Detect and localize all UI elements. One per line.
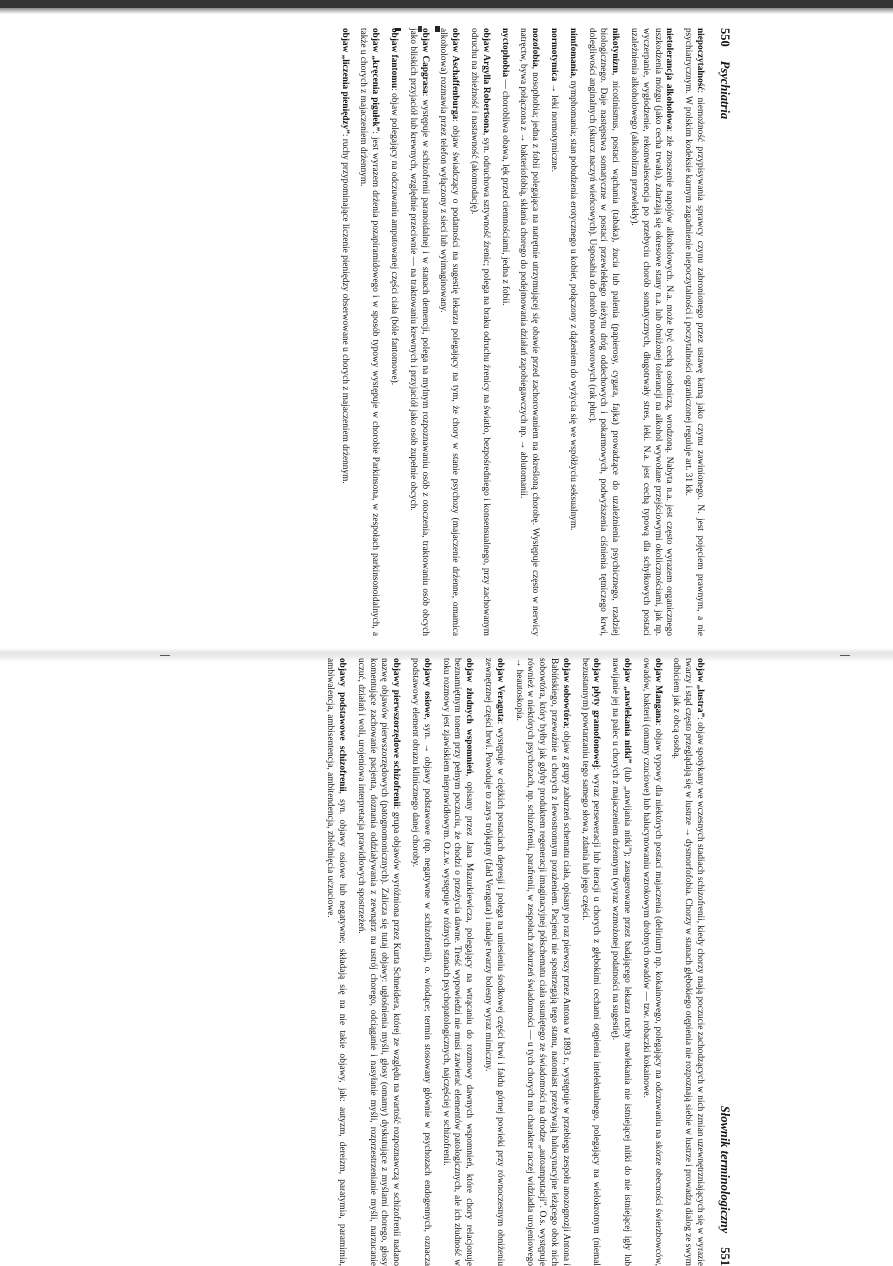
page-number: 550 [718, 28, 732, 47]
entry-definition: : niemożność przypisywania sprawcy czynu zabronionego przez ustawę karną jako czynu zawinionego. N. jest pojęciem prawnym, a nie psychiatrycznym. W polskim kodeksie karnym zagadnienie niepoczytalności i poczytalności ograniczonej reguluje art. 31 kk. [683, 28, 705, 636]
entry-term: niepoczytalność [695, 28, 705, 91]
entry-term: objaw Argylla Robertsona [480, 28, 491, 133]
running-title: Psychiatria [718, 60, 732, 120]
dictionary-entry [408, 658, 432, 1266]
entry-term: objawy pierwszorzędowe schizofrenii [391, 658, 402, 807]
dictionary-entry [354, 658, 401, 1266]
entry-definition: : objaw polegający na odczuwaniu amputowanej części ciała (bóle fantomowe). [389, 88, 400, 386]
fold-mark [840, 655, 850, 656]
dictionary-entry [439, 658, 474, 1266]
entry-term: objaw fantomu [389, 28, 400, 89]
dictionary-entry [323, 658, 347, 1266]
dictionary-entry [467, 28, 491, 636]
entry-definition: : objaw świadczący o podatności na sugestię lekarza polegający na tym, że chory w stanie psychozy (majaczenie drżenne, omamica alkoholowa) rozmawia przez telefon wyłączony z sieci lub wyimaginowany. [438, 28, 461, 636]
entry-term: nimfomania [567, 28, 578, 77]
dictionary-entry [437, 28, 461, 636]
entries-list [323, 658, 705, 1266]
left-page-content [82, 26, 732, 636]
entry-definition: : wyraz perseweracji lub iteracji u chorych z głębokimi cechami otępienia intelektualnego, polegający na wielokrotnym (niemal bezustannym) powtarzaniu tego samego słowa, zdania lub jego części. [579, 658, 602, 1266]
dictionary-entry [681, 28, 705, 636]
page-header [717, 28, 732, 636]
dictionary-entry [338, 28, 350, 636]
entry-term: objaw „liczenia pieniędzy” [339, 28, 350, 134]
entry-definition: → leki normotymiczne. [549, 81, 560, 173]
dictionary-entry [406, 28, 430, 636]
entry-term: nikotynizm [610, 28, 621, 73]
entry-definition: : występuje w ciężkich postaciach depresji i polega na uniesieniu środkowej części brwi i fałdu górnej powieki przy równoczesnym obniżeniu zewnętrznej części brwi. Powoduje to zarys trójkątny (fałd Veraguta) i nadaje twarzy bolesny wyraz mimiczny. [483, 658, 505, 1266]
entry-definition: , syn. odruchowa sztywność źrenic; polega na braku odruchu źrenicy na światło, bezpośredniego i konsensualnego, przy zachowanym odruchu na zbieżność i nastawność (akomodację). [469, 28, 491, 636]
entry-definition: : grupa objawów wyróżniona przez Kurta Schneidera, której ze względu na wartość rozpoznawczą w schizofrenii nadano nazwę objawów pierwszorzędowych (patognomonicznych). Zalicza się tutaj objawy: ugłośnienia myśli, głosy (omamy) dyskutujące z myślami chorego, głosy komentujące zachowanie pacjenta, doznania oddziaływania z zewnątrz na ustrój chorego, odciąganie i nasyłanie myśli, rozprzestrzenianie myśli, narzucanie uczuć, działań i woli, urojeniowa interpretacja prawidłowych spostrzeżeń. [355, 658, 402, 1266]
dictionary-entry [566, 28, 578, 636]
entry-term: objaw „kręcenia pigułek” [370, 28, 381, 132]
entry-definition: — chorobliwa obawa, lęk przed ciemnościami, jedna z fobii. [499, 77, 510, 306]
entry-term: objaw „nawlekania nitki” [622, 658, 633, 764]
dictionary-entry [585, 28, 620, 636]
entry-term: nietolerancja alkoholowa [664, 28, 675, 130]
entry-term: normotymica [549, 28, 560, 82]
dictionary-entry [517, 28, 541, 636]
entry-term: nozofobia [530, 28, 541, 67]
entry-term: objawy podstawowe schizofrenii [337, 658, 348, 792]
entry-term: objaw Capgrasa [419, 28, 430, 94]
entry-definition: (lub „nawijania nitki”); zasugerowane przez badającego lekarza ruchy nawlekania nie istniejącej nitki do nie istniejącej igły lub nawijanie jej na palec u chorych z majaczeniem drżennym (wyraz wzmożonej podatności na sugestię). [610, 658, 633, 1266]
entry-definition: : objaw spotykany we wczesnych stadiach schizofrenii, kiedy chorzy mają poczucie zachodzących w nich zmian uzewnętrzniających się w wyrazie twarzy i stąd często przeglądają się w lustrze → dysmorfofobia. Chorzy w stanach głębokiego otępienia nie rozpoznają siebie w lustrze i prowadzą dialog ze swym odbiciem jak z obcą osobą. [671, 658, 705, 1266]
dictionary-entry [481, 658, 505, 1266]
entry-definition: , opisany przez Jana Mazurkiewicza, polegający na wtrącaniu do rozmowy dawnych wspomnień, które chory relacjonuje beznamiętnym tonem przy pełnym poczuciu, że chodzi o przeżycia dawne. Treść wypowiedzi nie musi zawierać elementów patologicznych, ale ich złudność w toku rozmowy jest zjawiskiem nieprawidłowym. O.z.w. występuje w różnych stanach psychopatologicznych, najczęściej w schizofrenii. [440, 658, 475, 1266]
entry-definition: , nicotinismus, postaci wąchania (tabaka), żucia lub palenia (papierosy, cygara, fajka) prowadzące do uzależnienia psychicznego, rzadziej biologicznego. Daje następstwa somatyczne w postaci przewlekłego nieżytu dróg oddechowych i pokarmowych, podwyższenia ciśnienia tętniczego krwi, dolegliwości anginalnych (skurcz naczyń wieńcowych). Usposabia do chorób nowotworowych (rak płuc). [586, 28, 621, 636]
entry-term: objaw sobowtóra [560, 658, 571, 727]
entry-term: objaw płyty gramofonowej [591, 658, 602, 768]
entry-definition: , nosophobia; jedna z fobii polegająca na natrętnie utrzymującej się obawie przed zachorowaniem na określoną chorobę. Występuje często w nerwicy natręctw, bywa połączona z → bakteriofobią, skłania chorego do podejmowania działań zapobiegawczych np. → ablutomanii. [518, 28, 541, 636]
entry-term: objaw Veraguta [494, 658, 505, 722]
entry-term: objawy osiowe [421, 658, 432, 718]
running-title: Słownik terminologiczny [718, 1105, 732, 1234]
entry-definition: ; objaw z grupy zaburzeń schematu ciała, opisany po raz pierwszy przez Antona w 1893 r., występuje w przebiegu zespołu anozognozji Antona i Babińskiego, przeważnie u chorych z lewostronnym porażeniem. Pacjenci nie spostrzegają tego stanu, natomiast przeżywają halucynacyjne leżącego obok nich sobowtóra, który byłby jak gdyby produktem regeneracji imaginacyjnej półschematu ciała usuniętego ze świadomości na drodze „autoamputacji”. O.s. występuje również w niektórych psychozach, np. schizofrenii, parafrenii, w zespołach zaburzeń świadomości — u tych chorych ma charakter raczej widziadła urojeniowego → heautoskopia. [513, 658, 571, 1266]
dictionary-entry [670, 658, 705, 1266]
entry-term: objaw Aschaffenburga [450, 28, 461, 120]
dictionary-entry [357, 28, 381, 636]
dictionary-entry [512, 658, 571, 1266]
right-page-content [82, 656, 732, 1266]
dictionary-entry [639, 658, 663, 1266]
entry-term: nyctophobia [499, 28, 510, 78]
page-number: 551 [718, 1247, 732, 1266]
entry-definition: : ruchy przypominające liczenie pieniędzy obserwowane u chorych z majaczeniem drżennym. [339, 133, 350, 484]
entry-term: objaw Mangana [652, 658, 663, 723]
left-page [82, 26, 732, 636]
dictionary-entry [627, 28, 674, 636]
entry-definition: , syn. → objawy podstawowe (np. negatywne w schizofrenii), o. wiodące; termin stosowany głównie w psychozach endogennych, oznacza podstawowy element obrazu klinicznego danej choroby. [410, 658, 432, 1266]
entry-term: objaw „lustra” [695, 658, 705, 718]
dictionary-entry [387, 28, 399, 636]
scan-top-edge [0, 0, 893, 22]
dictionary-entry [608, 658, 632, 1266]
entries-list [338, 28, 705, 636]
entry-definition: , nymphomania; stan pobudzenia erotycznego u kobiet, połączony z dążeniem do wyżycia się we współżyciu seksualnym. [567, 76, 578, 531]
entry-term: objaw złudnych wspomnień [464, 658, 475, 774]
right-page [82, 656, 732, 1266]
entry-definition: : jest wyrazem drżenia pozapiramidowego i w sposób typowy występuje w chorobie Parkinsona, w zespołach parkinsonoidalnych, a także u chorych z majaczeniem drżennym. [358, 28, 381, 636]
entry-definition: , syn. objawy osiowe lub negatywne; składają się na nie takie objawy, jak: autyzm, dereizm, paratymia, paramimia, ambiwalencja, ambisentencja, ambitendencja, zblednięcia uczuciowe. [325, 658, 348, 1266]
dictionary-entry [547, 28, 559, 636]
entry-definition: : objaw typowy dla niektórych postaci majaczenia (delirium) np. kokainowego, polegający na odczuwaniu na skórze obecności świerzbowców, owadów, bakterii (omamy czuciowe) lub halucynowaniu wzrokowym drobnych owadów — tzw. robaczki kokainowe. [640, 658, 663, 1266]
dictionary-entry [578, 658, 602, 1266]
entry-definition: : złe znoszenie napojów alkoholowych. N.a. może być cechą osobniczą, wrodzoną. Nabyta n.a. jest często wyrazem organicznego uszkodzenia mózgu (jako cecha trwała), zdarzają się okresowe stany n.a. lub obniżonej tolerancji na alkohol wywołane przejściowymi okolicznościami, jak np. wyczerpanie, wygłodzenie, rekonwalescencja po przebyciu chorób somatycznych, długotrwały stres, leki. N.a. jest cechą typową dla schyłkowych postaci uzależnienia alkoholowego (alkoholizm przewlekły). [629, 28, 675, 636]
page-header [717, 658, 732, 1266]
entry-definition: : występuje w schizofrenii paranoidalnej i w stanach demencji, polega na mylnym rozpoznawaniu osób z otoczenia, traktowaniu osób obcych jako bliskich przyjaciół lub krewnych, względnie przeciwnie — na traktowaniu krewnych i przyjaciół jako osób zupełnie obcych. [407, 28, 430, 636]
dictionary-entry [498, 28, 510, 636]
